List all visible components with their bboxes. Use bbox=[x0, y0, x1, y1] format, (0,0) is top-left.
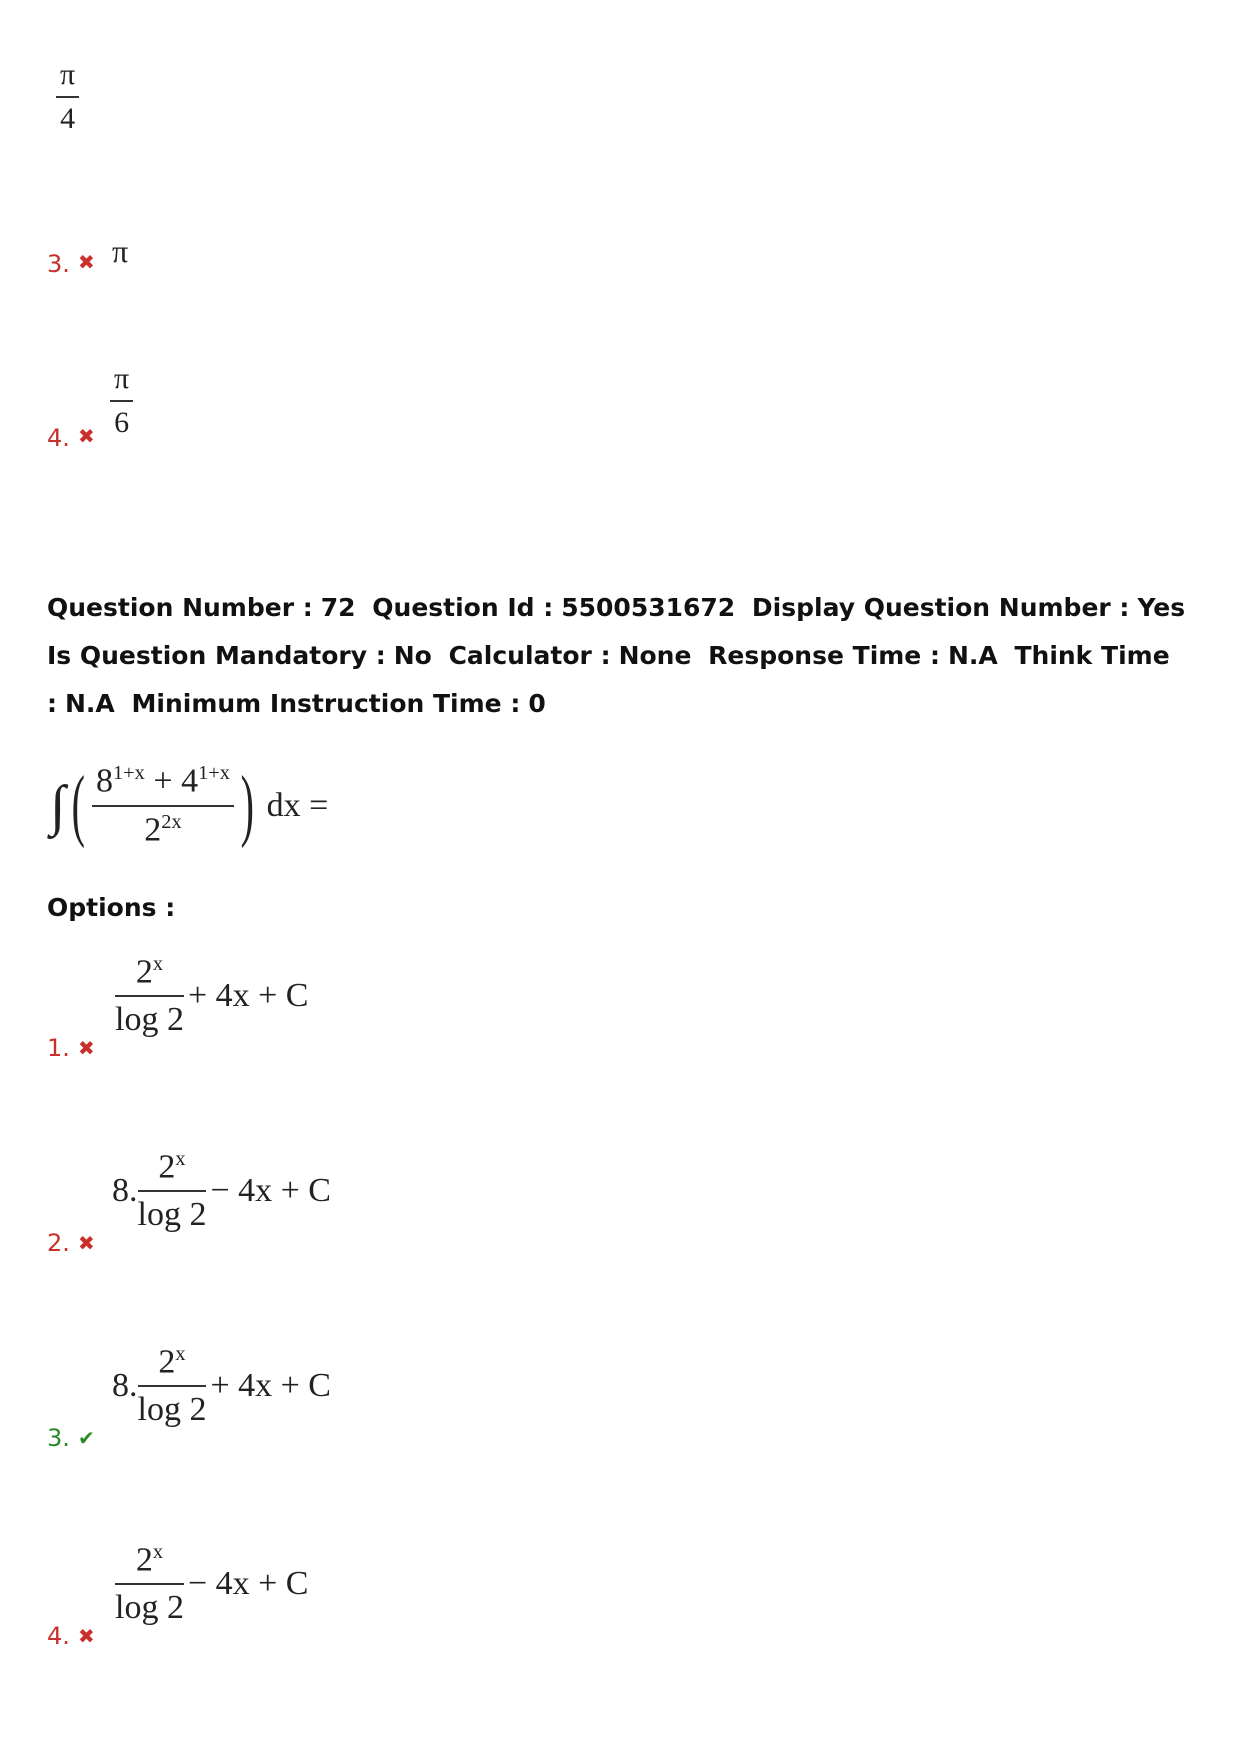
frac-bar bbox=[110, 400, 133, 402]
option-den: log 2 bbox=[137, 1196, 207, 1234]
option-tail: + 4x + C bbox=[210, 1367, 331, 1405]
option-num-base: 2 bbox=[158, 1343, 176, 1381]
cross-icon: ✖ bbox=[78, 1036, 95, 1060]
question-header bbox=[47, 584, 1207, 728]
frac-bar bbox=[138, 1190, 207, 1192]
option-den: log 2 bbox=[115, 1001, 184, 1039]
option-tail: − 4x + C bbox=[187, 1565, 309, 1603]
option-number: 1. bbox=[47, 1034, 70, 1062]
question-integral bbox=[50, 760, 328, 851]
cross-icon: ✖ bbox=[78, 424, 95, 448]
option-number: 4. bbox=[47, 1622, 70, 1650]
prev-option-3-label: 3. bbox=[47, 250, 70, 278]
min-instruction-label: Minimum Instruction Time : bbox=[131, 689, 521, 718]
num-a-base: 8 bbox=[95, 762, 113, 800]
left-paren: ( bbox=[72, 761, 86, 849]
den-exp: 2x bbox=[161, 810, 182, 833]
option-prefix: 8. bbox=[112, 1172, 138, 1210]
option-number: 3. bbox=[47, 1424, 70, 1452]
frac-bar bbox=[92, 805, 234, 807]
frac-bar bbox=[56, 96, 79, 98]
frac-bar bbox=[138, 1385, 207, 1387]
calculator-label: Calculator : bbox=[448, 641, 611, 670]
option-prefix: 8. bbox=[112, 1367, 138, 1405]
option-num-base: 2 bbox=[135, 953, 153, 991]
option-expression bbox=[112, 1343, 331, 1429]
num-b-base: 4 bbox=[181, 762, 199, 800]
num-a-exp: 1+x bbox=[112, 762, 145, 785]
frac-bar bbox=[115, 995, 184, 997]
prev-frac-numerator: π bbox=[60, 58, 76, 91]
prev-option-4-label: 4. bbox=[47, 424, 70, 452]
frac-bar bbox=[115, 1583, 184, 1585]
prev-frac-denominator: 6 bbox=[114, 406, 130, 439]
option-num-exp: x bbox=[175, 1148, 186, 1170]
prev-option-fraction bbox=[56, 58, 79, 136]
display-number-label: Display Question Number : bbox=[751, 593, 1130, 622]
prev-option-3-expr: π bbox=[112, 233, 129, 269]
min-instruction-value: 0 bbox=[528, 689, 546, 718]
question-id-label: Question Id : bbox=[372, 593, 554, 622]
mandatory-value: No bbox=[393, 641, 432, 670]
option-tail: − 4x + C bbox=[210, 1172, 331, 1210]
option-num-exp: x bbox=[152, 953, 164, 975]
option-expression bbox=[115, 953, 308, 1039]
think-time-value: N.A bbox=[65, 689, 115, 718]
cross-icon: ✖ bbox=[78, 1624, 95, 1648]
den-base: 2 bbox=[144, 810, 162, 848]
option-den: log 2 bbox=[137, 1391, 207, 1429]
integral-sign: ∫ bbox=[50, 774, 66, 837]
response-time-value: N.A bbox=[947, 641, 998, 670]
option-expression bbox=[112, 1148, 331, 1234]
num-b-exp: 1+x bbox=[198, 762, 230, 785]
display-number: Yes bbox=[1137, 593, 1186, 622]
calculator-value: None bbox=[618, 641, 692, 670]
cross-icon: ✖ bbox=[78, 250, 95, 274]
question-number-label: Question Number : bbox=[47, 593, 313, 622]
options-title: Options : bbox=[47, 893, 176, 922]
option-num-base: 2 bbox=[158, 1148, 176, 1186]
option-num-base: 2 bbox=[135, 1541, 153, 1579]
integral-tail: dx = bbox=[266, 786, 329, 824]
cross-icon: ✖ bbox=[78, 1231, 95, 1255]
option-den: log 2 bbox=[115, 1589, 184, 1627]
think-time-label: Think Time : bbox=[47, 641, 1170, 718]
question-id: 5500531672 bbox=[561, 593, 736, 622]
option-num-exp: x bbox=[152, 1541, 164, 1563]
option-number: 2. bbox=[47, 1229, 70, 1257]
check-icon: ✔ bbox=[78, 1426, 95, 1450]
num-op: + bbox=[153, 762, 173, 800]
option-num-exp: x bbox=[175, 1343, 186, 1365]
response-time-label: Response Time : bbox=[708, 641, 940, 670]
option-expression bbox=[115, 1541, 308, 1627]
prev-frac-numerator: π bbox=[114, 362, 130, 395]
mandatory-label: Is Question Mandatory : bbox=[47, 641, 386, 670]
option-tail: + 4x + C bbox=[187, 977, 309, 1015]
prev-option-4-fraction bbox=[110, 362, 133, 440]
right-paren: ) bbox=[240, 761, 254, 849]
question-number: 72 bbox=[320, 593, 356, 622]
prev-frac-denominator: 4 bbox=[60, 102, 76, 135]
